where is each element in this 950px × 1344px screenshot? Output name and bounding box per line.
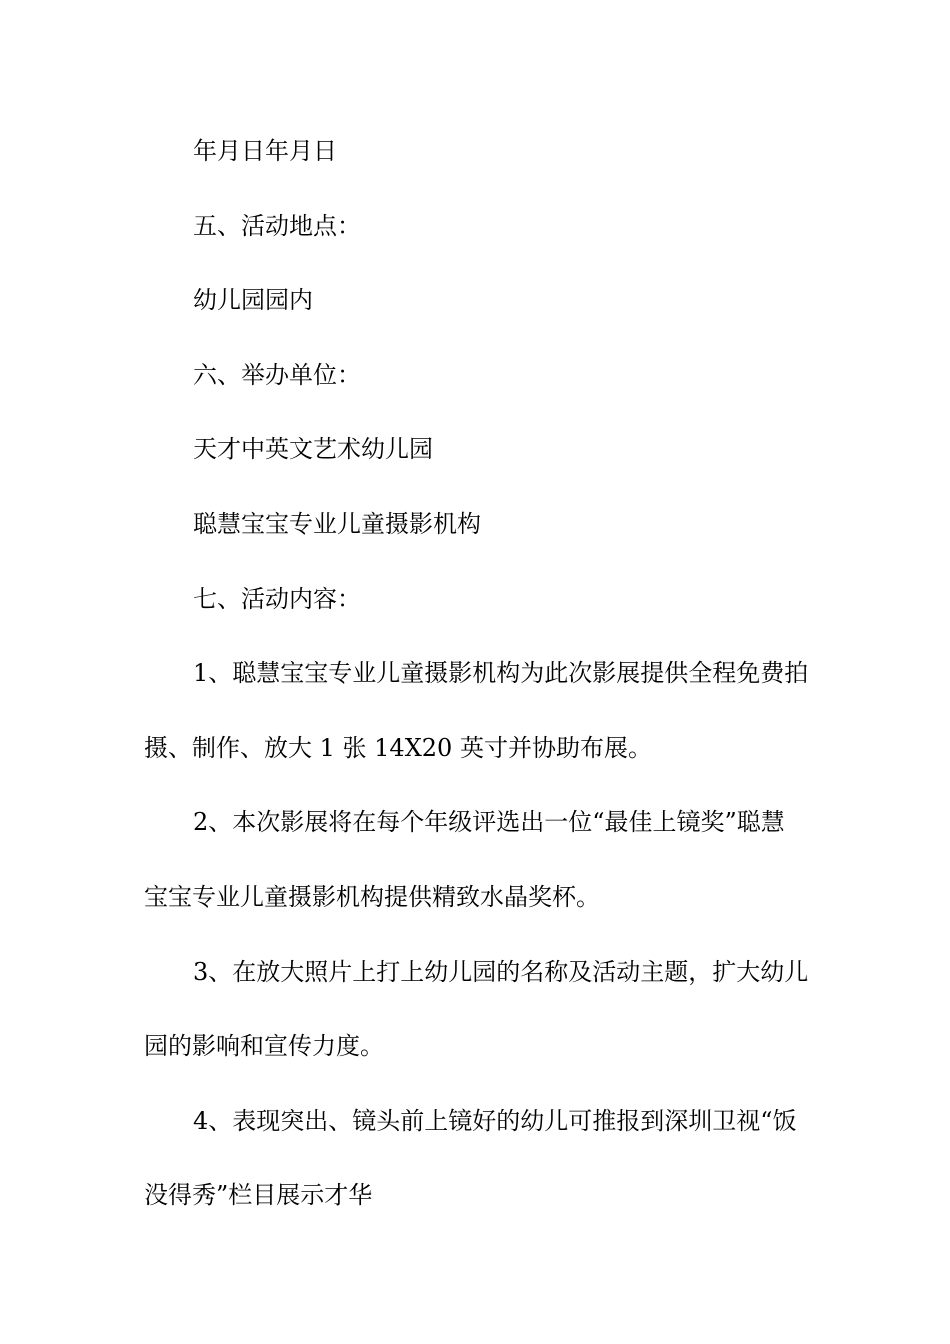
organizer-kindergarten: 天才中英文艺术幼儿园	[193, 435, 433, 463]
content-item-2-line-1: 2、本次影展将在每个年级评选出一位“最佳上镜奖”聪慧	[193, 808, 785, 836]
section-heading-content: 七、活动内容：	[193, 585, 361, 613]
content-item-3-line-2: 园的影响和宣传力度。	[144, 1032, 384, 1060]
content-item-3-line-1: 3、在放大照片上打上幼儿园的名称及活动主题，扩大幼儿	[193, 958, 809, 986]
content-item-4-line-2: 没得秀”栏目展示才华	[144, 1181, 373, 1209]
content-item-1-line-1: 1、聪慧宝宝专业儿童摄影机构为此次影展提供全程免费拍	[193, 659, 809, 687]
date-line: 年月日年月日	[193, 137, 337, 165]
content-item-4-line-1: 4、表现突出、镜头前上镜好的幼儿可推报到深圳卫视“饭	[193, 1107, 797, 1135]
content-item-1-line-2: 摄、制作、放大 1 张 14X20 英寸并协助布展。	[144, 734, 652, 762]
location-text: 幼儿园园内	[193, 286, 313, 314]
section-heading-organizer: 六、举办单位：	[193, 361, 361, 389]
organizer-photo-studio: 聪慧宝宝专业儿童摄影机构	[193, 510, 481, 538]
section-heading-location: 五、活动地点：	[193, 212, 361, 240]
content-item-2-line-2: 宝宝专业儿童摄影机构提供精致水晶奖杯。	[144, 883, 600, 911]
